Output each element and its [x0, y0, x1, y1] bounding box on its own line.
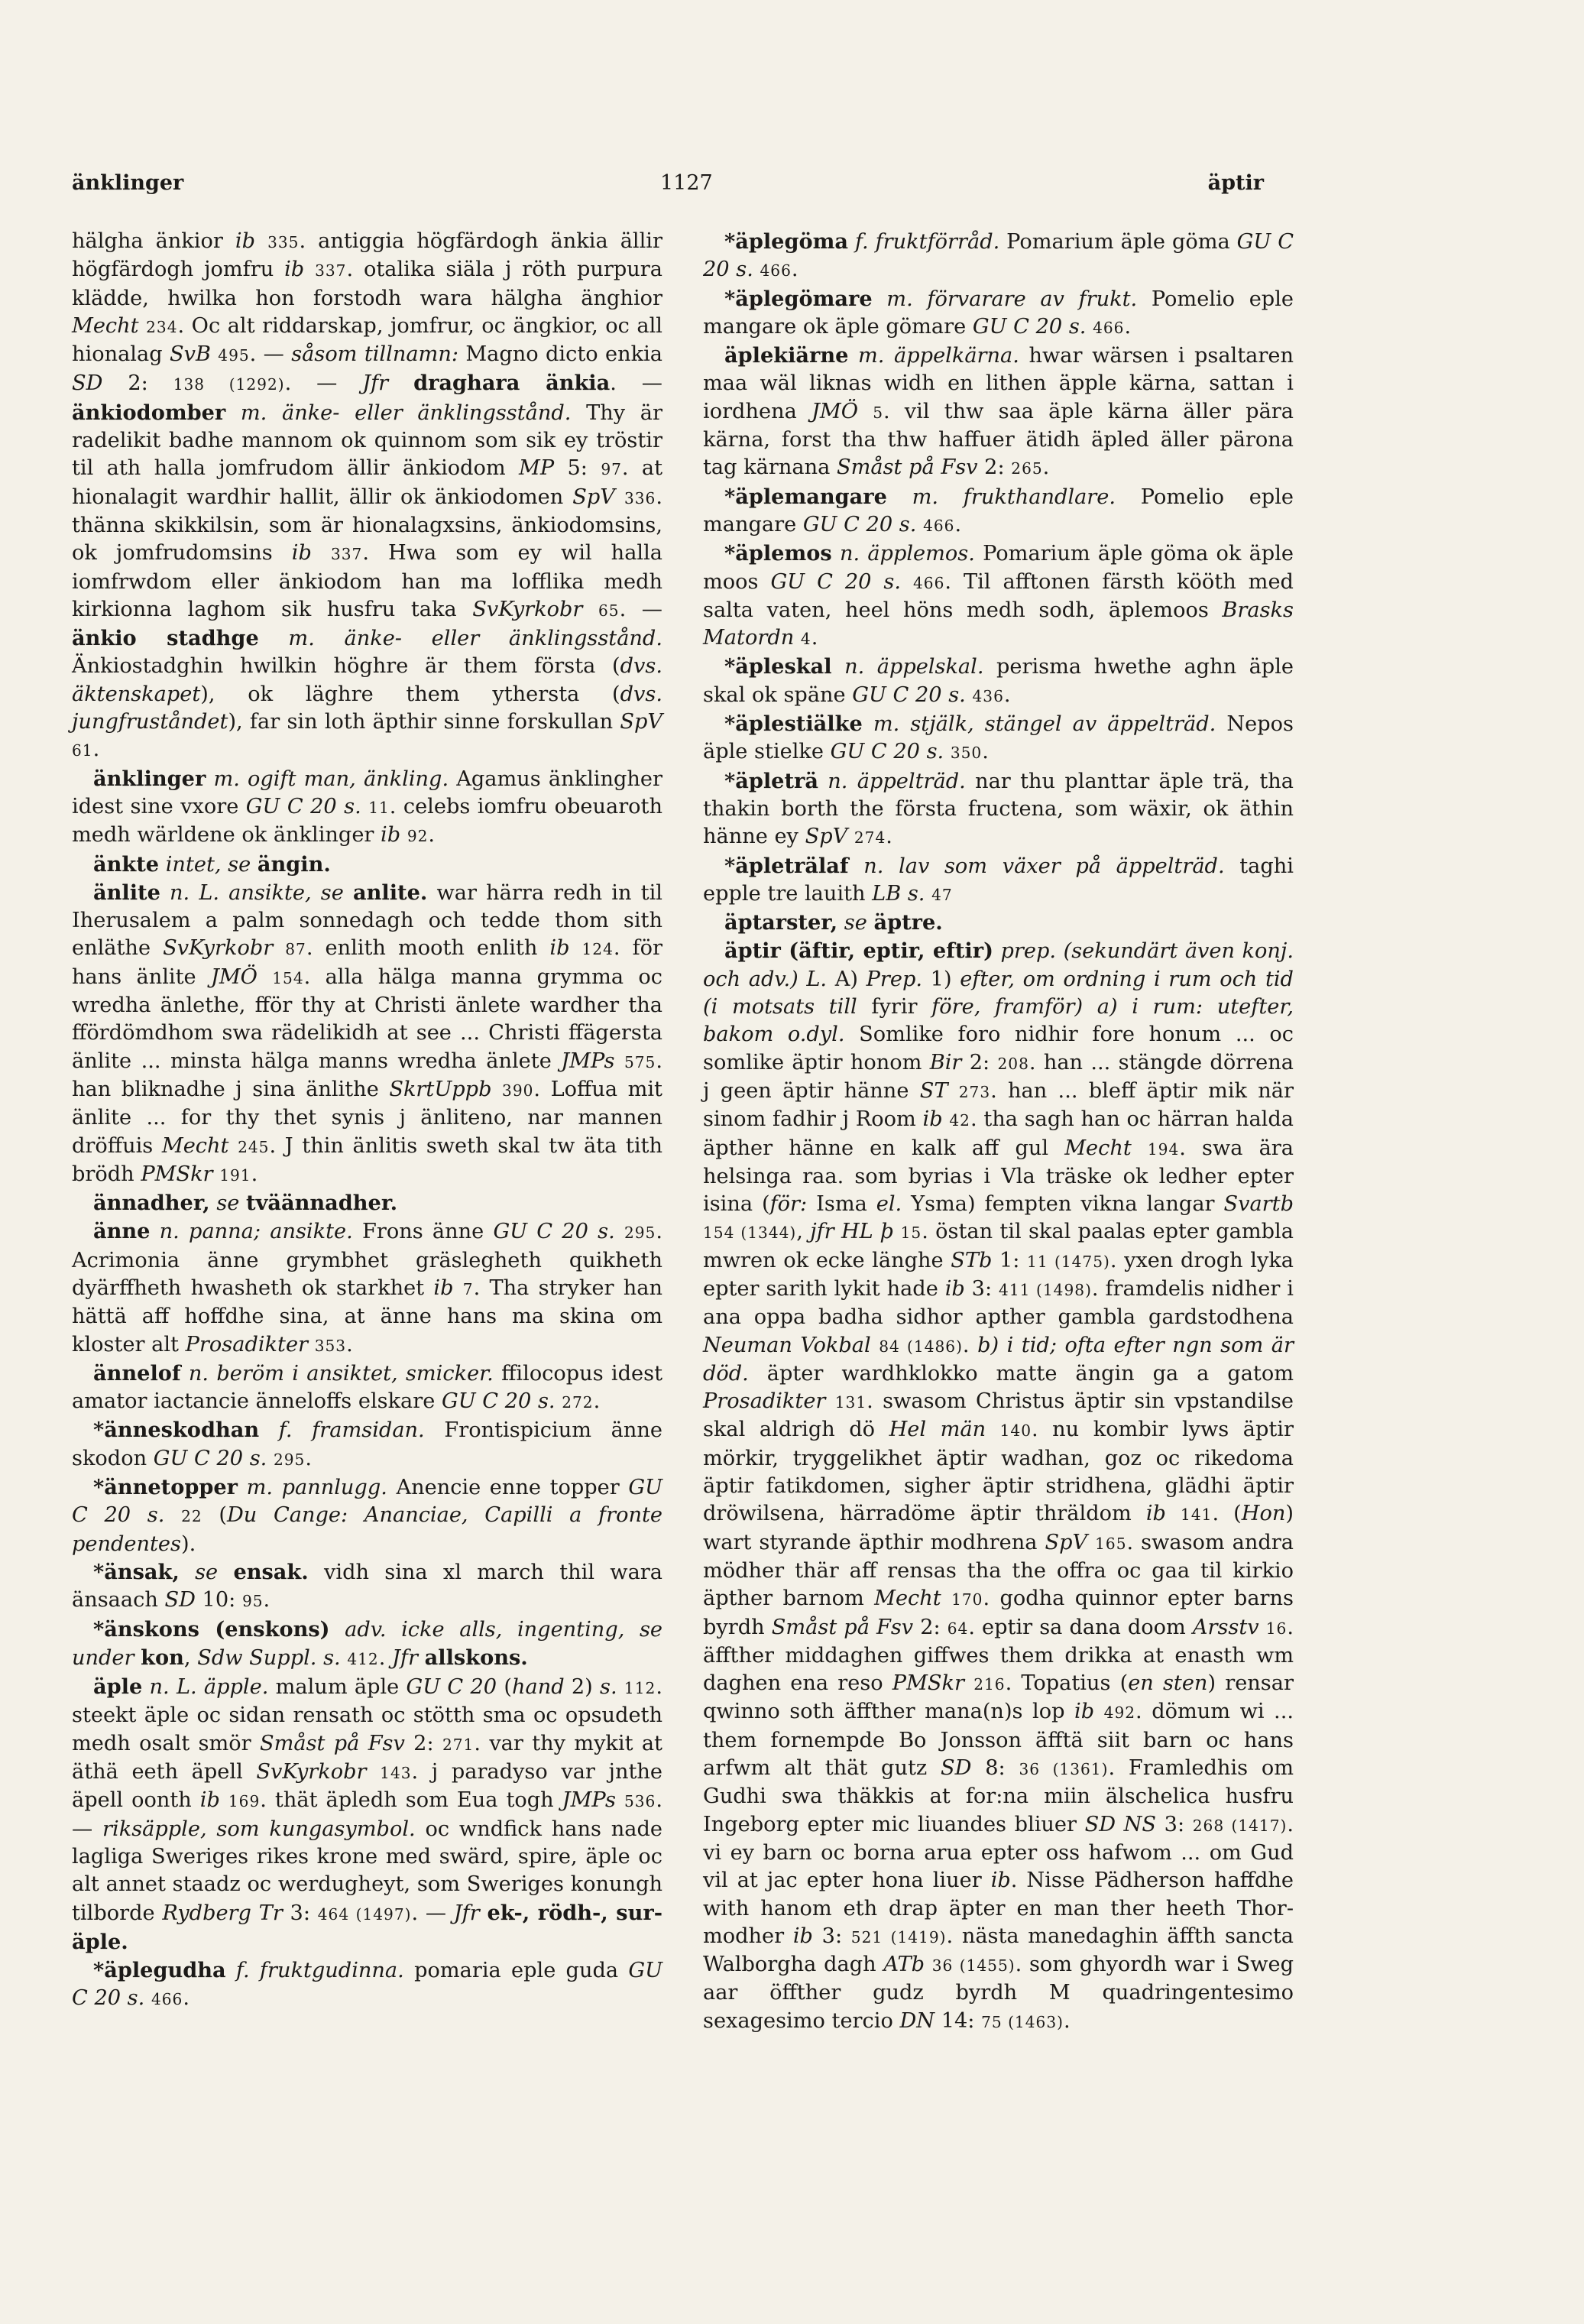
dictionary-entry: *äpleskal n. äppelskal. perisma hwethe aghn äple skal ok späne GU C 20 s. 436.: [703, 654, 1294, 707]
dictionary-entry: *äplegömare m. förvarare av frukt. Pomelio eple mangare ok äple gömare GU C 20 s. 466.: [703, 286, 1294, 339]
dictionary-entry: äptarster, se äptre.: [724, 910, 943, 935]
dictionary-entry: *änskons (enskons) adv. icke alls, ingenting, se under kon, Sdw Suppl. s. 412. Jfr allskons.: [72, 1616, 662, 1670]
right-running-headword: äptir: [1207, 171, 1264, 195]
dictionary-entry: änkte intet, se ängin.: [93, 851, 331, 877]
dictionary-entry: *äplegudha f. fruktgudinna. pomaria eple guda GU C 20 s. 466.: [72, 1958, 662, 2011]
dictionary-entry: *äpleträlaf n. lav som växer på äppelträd. taghi epple tre lauith LB s. 47: [703, 853, 1294, 906]
dictionary-entry: *äplestiälke m. stjälk, stängel av äppelträd. Nepos äple stielke GU C 20 s. 350.: [703, 711, 1294, 764]
dictionary-entry: ännadher, se tväännadher.: [93, 1191, 398, 1216]
dictionary-entry: änne n. panna; ansikte. Frons änne GU C 20 s. 295. Acrimonia änne grymbhet gräslegheth quikheth dyärffheth hwasheth ok starkhet ib 7. Tha stryker han hättä aff hoffdhe sina, at änne hans ma skina om kloster alt Prosadikter 353.: [72, 1219, 662, 1356]
dictionary-entry: *äplegöma f. fruktförråd. Pomarium äple göma GU C 20 s. 466.: [703, 229, 1294, 282]
dictionary-entry: *äplemangare m. frukthandlare. Pomelio eple mangare GU C 20 s. 466.: [703, 484, 1294, 536]
dictionary-entry: *ännetopper m. pannlugg. Anencie enne topper GU C 20 s. 22 (Du Cange: Ananciae, Capilli a fronte pendentes).: [72, 1475, 663, 1556]
page-number: 1127: [660, 171, 713, 195]
dictionary-entry: änklinger m. ogift man, änkling. Agamus änklingher idest sine vxore GU C 20 s. 11. celebs iomfru obeuaroth medh wärldene ok änklinger ib 92.: [72, 766, 662, 848]
dictionary-entry: *äpleträ n. äppelträd. nar thu planttar äple trä, tha thakin borth the första fructena, som wäxir, ok äthin hänne ey SpV 274.: [703, 768, 1294, 849]
page-header: [72, 171, 1264, 202]
dictionary-entry: äptir (äftir, eptir, eftir) prep. (sekundärt även konj. och adv.) L. A) Prep. 1) efter, om ordning i rum och tid (i motsats till fyrir före, framför) a) i rum: utefter, bakom o.dyl. Somlike foro nidhir fore honum ... oc somlike äptir honom Bir 2: 208. han ... stängde dörrena j geen äptir hänne ST 273. han ... bleff äptir mik när sinom fadhir j Room ib 42. tha sagh han oc härran halda äpther hänne en kalk aff gul Mecht 194. swa ära helsinga raa. som byrias i Vla träske ok ledher epter isina (för: Isma el. Ysma) fempten vikna langar Svartb 154 (1344), jfr HL þ 15. östan til skal paalas epter gambla mwren ok ecke länghe STb 1: 11 (1475). yxen drogh lyka epter sarith lykit hade ib 3: 411 (1498). framdelis nidher i ana oppa badha sidhor apther gambla gardstodhena Neuman Vokbal 84 (1486). b) i tid; ofta efter ngn som är död. äpter wardhklokko matte ängin ga a gatom Prosadikter 131. swasom Christus äptir sin vpstandilse skal aldrigh dö Hel män 140. nu kombir lyws äptir mörkir, tryggelikhet äptir wadhan, goz oc rikedoma äptir fatikdomen, sigher äptir stridhena, glädhi äptir dröwilsena, härradöme äptir thräldom ib 141. (Hon) wart styrande äpthir modhrena SpV 165. swasom andra mödher thär aff rensas tha the offra oc gaa til kirkio äpther barnom Mecht 170. godha quinnor epter barns byrdh Småst på Fsv 2: 64. eptir sa dana doom Arsstv 16. äffther middaghen giffwes them drikka at enasth wm daghen ena reso PMSkr 216. Topatius (en sten) rensar qwinno soth äffther mana(n)s lop ib 492. dömum wi ... them fornempde Bo Jonsson äfftä siit barn oc hans arfwm alt thät gutz SD 8: 36 (1361). Framledhis om Gudhi swa thäkkis at for:na miin älschelica husfru Ingeborg epter mic liuandes bliuer SD NS 3: 268 (1417). vi ey barn oc borna arua epter oss hafwom ... om Gud vil at jac epter hona liuer ib. Nisse Pädherson haffdhe with hanom eth drap äpter en man ther heeth Thormodher ib 3: 521 (1419). nästa manedaghin äffth sancta Walborgha dagh ATb 36 (1455). som ghyordh war i Sweg aar öffther gudz byrdh M quadringentesimo sexagesimo tercio DN 14: 75 (1463).: [703, 938, 1294, 2033]
left-running-headword: änklinger: [72, 171, 184, 195]
dictionary-entry: änlite n. L. ansikte, se anlite. war härra redh in til Iherusalem a palm sonnedagh och tedde thom sith enläthe SvKyrkobr 87. enlith mooth enlith ib 124. för hans änlite JMÖ 154. alla hälga manna grymma oc wredha änlethe, fför thy at Christi änlete wardher tha ffördömdhom swa rädelikidh at see ... Christi ffägersta änlite ... minsta hälga manns wredha änlete JMPs 575. han bliknadhe j sina änlithe SkrtUppb 390. Loffua mit änlite ... for thy thet synis j änliteno, nar mannen dröffuis Mecht 245. J thin änlitis sweth skal tw äta tith brödh PMSkr 191.: [72, 880, 662, 1186]
right-column: [703, 228, 1294, 2036]
dictionary-entry: *änsak, se ensak. vidh sina xl march thil wara änsaach SD 10: 95.: [72, 1559, 662, 1613]
dictionary-entry: hälgha änkior ib 335. antiggia högfärdogh änkia ällir högfärdogh jomfru ib 337. otalika siäla j röth purpura klädde, hwilka hon forstodh wara hälgha änghior Mecht 234. Oc alt riddarskap, jomfrur, oc ängkior, oc all hionalag SvB 495. — såsom tillnamn: Magno dicto enkia SD 2: 138 (1292). — Jfr draghara änkia. — änkiodomber m. änke- eller änklingsstånd. Thy är radelikit badhe mannom ok quinnom som sik ey tröstir til ath halla jomfrudom ällir änkiodom MP 5: 97. at hionalagit wardhir hallit, ällir ok änkiodomen SpV 336. thänna skikkilsin, som är hionalagxsins, änkiodomsins, ok jomfrudomsins ib 337. Hwa som ey wil halla iomfrwdom eller änkiodom han ma lofflika medh kirkionna laghom sik husfru taka SvKyrkobr 65. — änkio stadhge m. änke- eller änklingsstånd. Änkiostadghin hwilkin höghre är them första (dvs. äktenskapet), ok läghre them ythersta (dvs. jungfruståndet), far sin loth äpthir sinne forskullan SpV 61.: [72, 229, 663, 762]
dictionary-entry: äple n. L. äpple. malum äple GU C 20 (hand 2) s. 112. steekt äple oc sidan rensath oc stötth sma oc opsudeth medh osalt smör Småst på Fsv 2: 271. var thy mykit at äthä eeth äpell SvKyrkobr 143. j paradyso var jnthe äpell oonth ib 169. thät äpledh som Eua togh JMPs 536. — riksäpple, som kungasymbol. oc wndfick hans nade lagliga Sweriges rikes krone med swärd, spire, äple oc alt annet staadz oc werdugheyt, som Sweriges konungh tilborde Rydberg Tr 3: 464 (1497). — Jfr ek-, rödh-, sur-äple.: [72, 1674, 662, 1954]
dictionary-entry: *änneskodhan f. framsidan. Frontispicium änne skodon GU C 20 s. 295.: [72, 1418, 662, 1470]
dictionary-entry: ännelof n. beröm i ansiktet, smicker. ffilocopus idest amator iactancie änneloffs elskare GU C 20 s. 272.: [72, 1360, 662, 1414]
dictionary-entry: *äplemos n. äpplemos. Pomarium äple göma ok äple moos GU C 20 s. 466. Til afftonen färsth kööth med salta vaten, heel höns medh sodh, äplemoos Brasks Matordn 4.: [703, 541, 1294, 650]
dictionary-entry: äplekiärne m. äppelkärna. hwar wärsen i psaltaren maa wäl liknas widh en lithen äpple kärna, sattan i iordhena JMÖ 5. vil thw saa äple kärna äller pära kärna, forst tha thw haffuer ätidh äpled äller pärona tag kärnana Småst på Fsv 2: 265.: [703, 343, 1294, 480]
left-column: [72, 228, 662, 2014]
